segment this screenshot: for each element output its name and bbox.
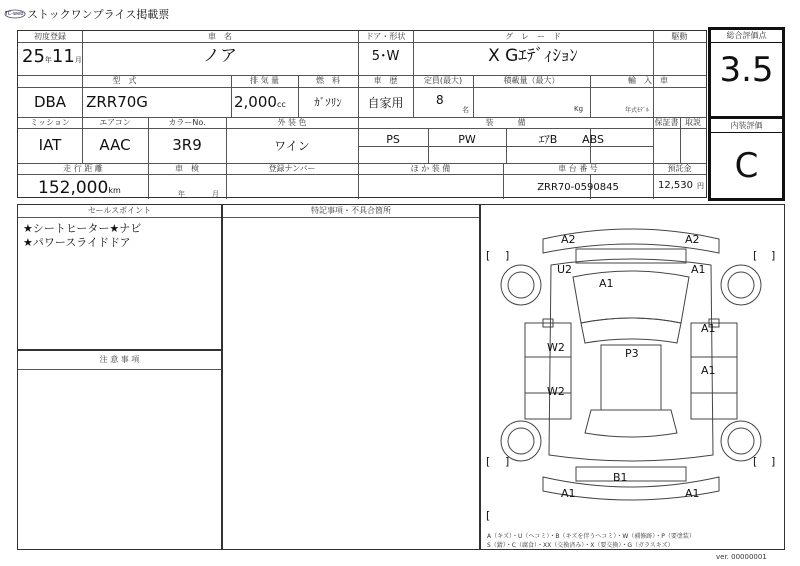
grade-label: グ レ ー ド bbox=[505, 32, 561, 41]
fuel-label: 燃 料 bbox=[316, 76, 340, 85]
damage-diagram bbox=[480, 204, 785, 550]
damage-code: P3 bbox=[625, 347, 639, 360]
damage-code: W2 bbox=[547, 385, 565, 398]
interior-score-value: C bbox=[734, 146, 759, 186]
score-panel bbox=[708, 27, 785, 201]
version-label: ver. 00000001 bbox=[716, 553, 767, 561]
color-no-value: 3R9 bbox=[172, 136, 202, 154]
damage-code: A1 bbox=[701, 364, 716, 377]
equipment-item: ABS bbox=[582, 133, 604, 146]
damage-code: A1 bbox=[561, 487, 576, 500]
sales-point-item: ★パワースライドドア bbox=[23, 236, 131, 249]
page-title: ストックワンプライス掲載票 bbox=[27, 8, 170, 21]
aircon-value: AAC bbox=[99, 136, 131, 154]
car-outline-diagram bbox=[481, 205, 784, 549]
history-label: 車 歴 bbox=[373, 76, 398, 85]
exterior-color-value: ワイン bbox=[274, 139, 310, 153]
mission-label: ミッション bbox=[30, 118, 70, 127]
inspection-year: 年 bbox=[178, 190, 185, 198]
mission-value: IAT bbox=[38, 136, 62, 154]
logo-text: TC-web bbox=[5, 11, 24, 17]
bracket: ] bbox=[771, 455, 776, 468]
other-equip-label: ほ か 装 備 bbox=[410, 164, 451, 173]
displacement-label: 排 気 量 bbox=[249, 76, 280, 85]
aircon-label: エアコン bbox=[99, 118, 131, 127]
model-code-value: ZRR70G bbox=[86, 93, 148, 111]
car-name-value: ノア bbox=[203, 46, 237, 66]
reserve-fee-label: 預託金 bbox=[667, 164, 692, 173]
legend-line: A（キズ）・U（ヘコミ）・B（キズを伴うヘコミ）・W（補修跡）・P（要塗装） bbox=[487, 533, 695, 540]
warranty-label: 保証書 bbox=[654, 118, 679, 127]
inspection-label: 車 検 bbox=[175, 164, 199, 173]
load-unit: Kg bbox=[574, 105, 584, 113]
damage-code: W2 bbox=[547, 341, 565, 354]
equipment-label: 装 備 bbox=[485, 118, 526, 127]
car-name-label: 車 名 bbox=[208, 32, 232, 41]
remarks-title: 特記事項・不具合箇所 bbox=[311, 206, 391, 215]
sales-points-box bbox=[17, 204, 222, 350]
damage-code: U2 bbox=[557, 263, 573, 276]
bracket: [ bbox=[486, 455, 491, 468]
damage-code: A2 bbox=[561, 233, 576, 246]
damage-code: A2 bbox=[685, 233, 700, 246]
reserve-fee-value: 12,530 円 bbox=[658, 180, 704, 191]
damage-code: B1 bbox=[613, 471, 628, 484]
mileage-label: 走 行 距 離 bbox=[63, 164, 103, 173]
damage-code: A1 bbox=[701, 322, 716, 335]
bracket: [ bbox=[486, 249, 491, 262]
history-value: 自家用 bbox=[367, 96, 404, 110]
chassis-no-label: 車 台 番 号 bbox=[558, 164, 598, 173]
interior-score-label: 内装評価 bbox=[730, 121, 763, 130]
bracket: ] bbox=[505, 249, 510, 262]
first-reg-label: 初度登録 bbox=[34, 32, 66, 41]
fuel-value: ｶﾞｿﾘﾝ bbox=[314, 96, 342, 109]
door-shape-label: ドア・形状 bbox=[365, 32, 406, 41]
color-no-label: カラーNo. bbox=[168, 118, 206, 127]
inspection-month: 月 bbox=[212, 190, 219, 198]
import-label: 輸 入 車 bbox=[628, 76, 668, 85]
bracket: ] bbox=[505, 455, 510, 468]
grade-value: X Gｴﾃﾞｨｼｮﾝ bbox=[488, 46, 578, 66]
mileage-value: 152,000km bbox=[38, 178, 121, 198]
model-prefix-value: DBA bbox=[33, 93, 67, 111]
chassis-no-value: ZRR70-0590845 bbox=[537, 182, 619, 193]
exterior-color-label: 外 装 色 bbox=[277, 118, 307, 127]
drive-label: 駆動 bbox=[671, 32, 688, 41]
bracket: [ bbox=[486, 509, 491, 522]
remarks-box bbox=[222, 204, 480, 550]
vehicle-info-grid bbox=[17, 30, 707, 198]
equipment-item: PW bbox=[458, 133, 476, 146]
total-score-value: 3.5 bbox=[719, 50, 774, 90]
bracket: [ bbox=[753, 249, 758, 262]
bracket: ] bbox=[771, 249, 776, 262]
caution-box bbox=[17, 350, 222, 550]
sales-point-item: ★シートヒーター★ナビ bbox=[23, 222, 142, 235]
bracket: [ bbox=[753, 455, 758, 468]
legend-line: S（錆）・C（腐食）・XX（交換済み）・X（要交換）・G（ガラスキズ） bbox=[487, 542, 674, 549]
damage-code: A1 bbox=[691, 263, 706, 276]
model-label: 型 式 bbox=[112, 76, 137, 85]
total-score-label: 総合評価点 bbox=[726, 31, 767, 40]
load-label: 積載量（最大） bbox=[503, 76, 560, 85]
equipment-item: PS bbox=[386, 133, 400, 146]
manual-label: 取説 bbox=[685, 118, 701, 127]
damage-code: A1 bbox=[599, 277, 614, 290]
capacity-unit: 名 bbox=[462, 106, 469, 114]
sales-points-title: セールスポイント bbox=[87, 206, 152, 215]
logo-icon bbox=[4, 4, 26, 16]
plate-label: 登録ナンバー bbox=[268, 164, 316, 173]
capacity-label: 定員(最大) bbox=[423, 76, 463, 85]
equipment-item: ｴｱB bbox=[538, 133, 558, 146]
door-shape-value: 5･W bbox=[371, 49, 400, 64]
damage-code: A1 bbox=[685, 487, 700, 500]
displacement-value: 2,000cc bbox=[234, 93, 286, 111]
first-reg-value: 25年11月 bbox=[22, 46, 82, 67]
capacity-value: 8 bbox=[436, 93, 444, 107]
import-model-label: 年式ﾓﾃﾞﾙ bbox=[625, 107, 650, 114]
caution-title: 注 意 事 項 bbox=[99, 355, 140, 364]
